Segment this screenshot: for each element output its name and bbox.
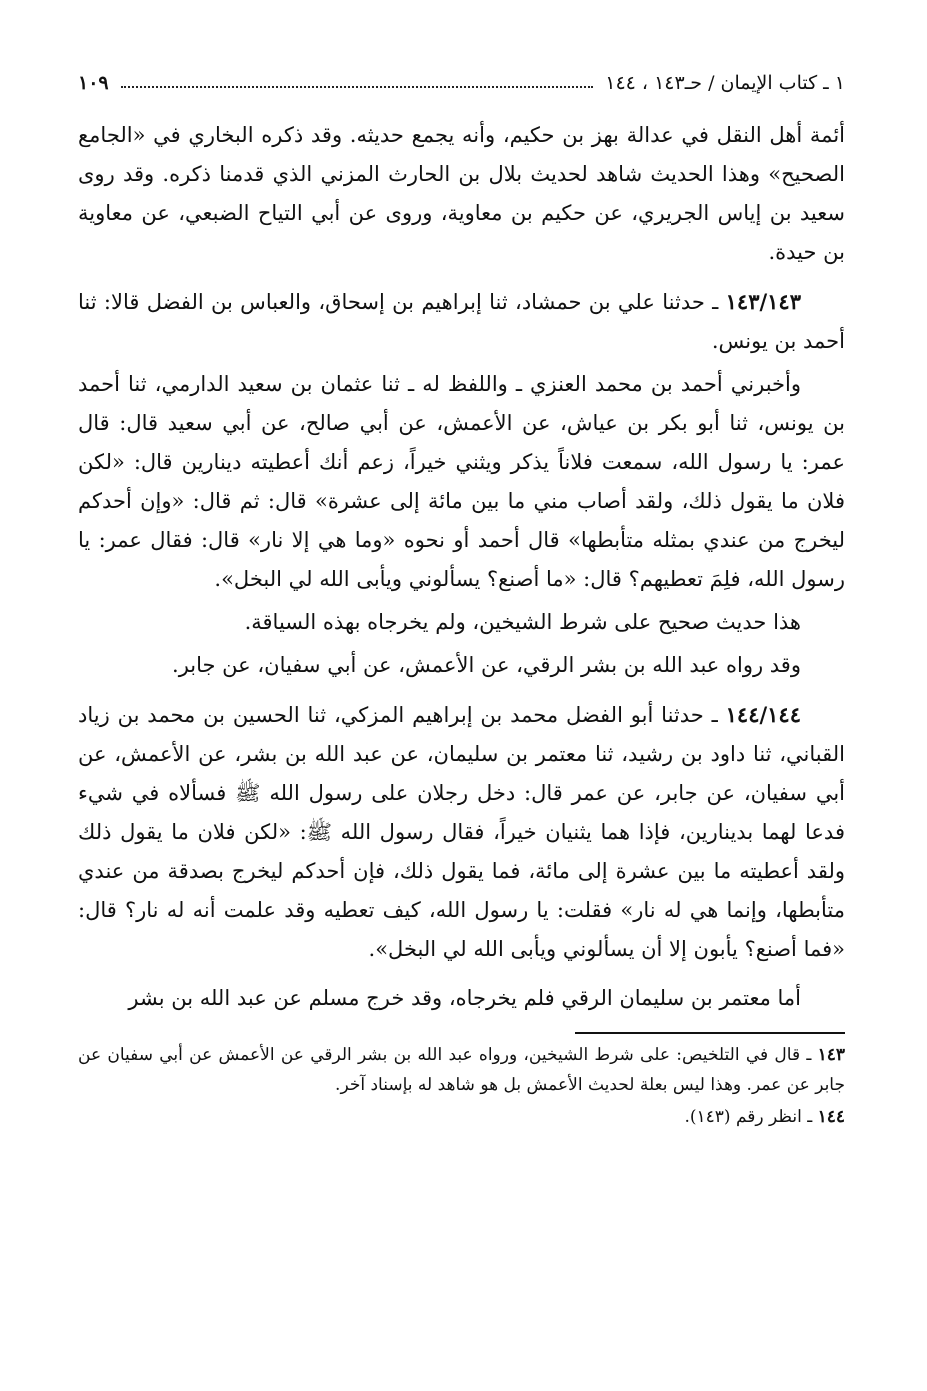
main-text <box>78 116 845 1018</box>
footnote <box>78 1040 845 1100</box>
footnote <box>78 1102 845 1132</box>
page-number: ١٠٩ <box>78 72 109 94</box>
chapter-title: ١ ـ كتاب الإيمان / حـ١٤٣ ، ١٤٤ <box>605 72 845 94</box>
running-head <box>78 68 845 98</box>
footnote-divider <box>575 1032 845 1034</box>
paragraph <box>78 979 845 1018</box>
paragraph <box>78 603 845 642</box>
paragraph-text: هذا حديث صحيح على شرط الشيخين، ولم يخرجاه بهذه السياقة. <box>244 610 801 634</box>
paragraph-text: وقد رواه عبد الله بن بشر الرقي، عن الأعمش، عن أبي سفيان، عن جابر. <box>172 653 801 677</box>
paragraph-text: أئمة أهل النقل في عدالة بهز بن حكيم، وأنه يجمع حديثه. وقد ذكره البخاري في «الجامع الصحيح» وهذا الحديث شاهد لحديث بلال بن الحارث المزني الذي قدمنا ذكره. وقد روى سعيد بن إياس الجريري، عن حكيم بن معاوية، وروى عن أبي التياح الضبعي، عن معاوية بن حيدة. <box>78 123 845 264</box>
paragraph <box>78 116 845 272</box>
paragraph-text: ـ حدثنا أبو الفضل محمد بن إبراهيم المزكي، ثنا الحسين بن محمد بن زياد القباني، ثنا داود بن رشيد، ثنا معتمر بن سليمان، عن عبد الله بن بشر، عن الأعمش، عن أبي سفيان، عن جابر، عن عمر قال: دخل رجلان على رسول الله ﷺ فسألاه في شيء فدعا لهما بدينارين، فإذا هما يثنيان خيراً، فقال رسول الله ﷺ: «لكن فلان ما يقول ذلك ولقد أعطيته ما بين عشرة إلى مائة، فما يقول ذلك، فإن أحدكم ليخرج بصدقة من عندي متأبطها، وإنما هي له نار» فقلت: يا رسول الله، كيف تعطيه وقد علمت أنه له نار؟ قال: «فما أصنع؟ يأبون إلا أن يسألوني ويأبى الله لي البخل». <box>78 703 845 961</box>
paragraph-text: وأخبرني أحمد بن محمد العنزي ـ واللفظ له ـ ثنا عثمان بن سعيد الدارمي، ثنا أحمد بن يونس، ثنا أبو بكر بن عياش، عن الأعمش، عن أبي صالح، عن أبي سعيد قال: قال عمر: يا رسول الله، سمعت فلاناً يذكر ويثني خيراً، زعم أنك أعطيته دينارين قال: «لكن فلان ما يقول ذلك، ولقد أصاب مني ما بين مائة إلى عشرة» قال: ثم قال: «وإن أحدكم ليخرج من عندي بمثله متأبطها» قال أحمد أو نحوه «وما هي إلا نار» قال: فقال عمر: يا رسول الله، فلِمَ تعطيهم؟ قال: «ما أصنع؟ يسألوني ويأبى الله لي البخل». <box>78 372 845 591</box>
footnote-number: ١٤٤ <box>817 1107 845 1127</box>
leader-dots <box>121 86 594 88</box>
hadith-paragraph <box>78 695 845 969</box>
hadith-paragraph <box>78 282 845 361</box>
hadith-number: ١٤٣/١٤٣ <box>725 289 801 314</box>
paragraph-text: ـ حدثنا علي بن حمشاد، ثنا إبراهيم بن إسحاق، والعباس بن الفضل قالا: ثنا أحمد بن يونس. <box>78 290 845 353</box>
paragraph <box>78 646 845 685</box>
footnote-number: ١٤٣ <box>817 1045 845 1065</box>
footnote-text: ـ قال في التلخيص: على شرط الشيخين، ورواه عبد الله بن بشر الرقي عن الأعمش عن أبي سفيان عن جابر عن عمر. وهذا ليس بعلة لحديث الأعمش بل هو شاهد له بإسناد آخر. <box>78 1045 845 1095</box>
footnote-text: ـ انظر رقم (١٤٣). <box>684 1107 818 1127</box>
hadith-number: ١٤٤/١٤٤ <box>725 702 801 727</box>
footnotes <box>78 1040 845 1132</box>
paragraph-text: أما معتمر بن سليمان الرقي فلم يخرجاه، وقد خرج مسلم عن عبد الله بن بشر <box>128 986 801 1010</box>
paragraph <box>78 365 845 599</box>
